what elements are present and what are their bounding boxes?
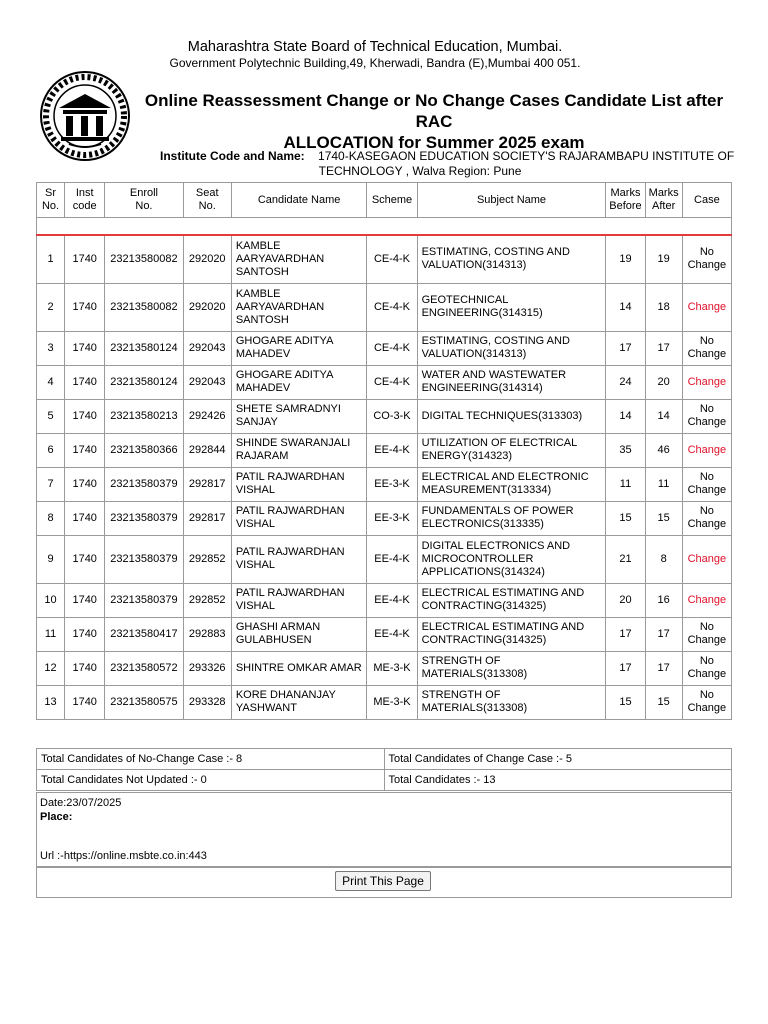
enroll-no-cell: 23213580124 [105,365,183,399]
candidate-table [36,182,732,720]
table-row [37,651,732,685]
marks-before-cell: 11 [606,467,645,501]
column-header-before: Marks Before [606,183,645,218]
case-cell: No Change [682,501,731,535]
table-separator-row [37,218,732,236]
marks-after-cell: 16 [645,583,682,617]
report-place: Place: [40,811,73,823]
case-cell: No Change [682,331,731,365]
column-header-sr: Sr No. [37,183,65,218]
enroll-no-cell: 23213580575 [105,685,183,719]
inst-code-cell: 1740 [65,283,105,331]
subject-name-cell: ELECTRICAL ESTIMATING AND CONTRACTING(314325) [417,617,606,651]
sr-no-cell: 8 [37,501,65,535]
marks-after-cell: 19 [645,235,682,283]
inst-code-cell: 1740 [65,399,105,433]
seat-no-cell: 292852 [183,535,231,583]
enroll-no-cell: 23213580379 [105,501,183,535]
column-header-case: Case [682,183,731,218]
candidate-name-cell: PATIL RAJWARDHAN VISHAL [231,583,367,617]
no-change-count: Total Candidates of No-Change Case :- 8 [37,749,385,770]
marks-after-cell: 20 [645,365,682,399]
candidate-name-cell: GHASHI ARMAN GULABHUSEN [231,617,367,651]
marks-after-cell: 15 [645,501,682,535]
marks-before-cell: 15 [606,501,645,535]
inst-code-cell: 1740 [65,535,105,583]
print-page-button[interactable]: Print This Page [335,871,431,891]
scheme-cell: CO-3-K [367,399,417,433]
marks-after-cell: 46 [645,433,682,467]
sr-no-cell: 12 [37,651,65,685]
sr-no-cell: 5 [37,399,65,433]
inst-code-cell: 1740 [65,617,105,651]
table-row [37,283,732,331]
enroll-no-cell: 23213580213 [105,399,183,433]
marks-before-cell: 24 [606,365,645,399]
marks-before-cell: 15 [606,685,645,719]
scheme-cell: ME-3-K [367,685,417,719]
subject-name-cell: ELECTRICAL ESTIMATING AND CONTRACTING(314325) [417,583,606,617]
sr-no-cell: 9 [37,535,65,583]
marks-after-cell: 8 [645,535,682,583]
column-header-enroll: Enroll No. [105,183,183,218]
table-row [37,535,732,583]
scheme-cell: CE-4-K [367,365,417,399]
column-header-name: Candidate Name [231,183,367,218]
candidate-name-cell: SHINTRE OMKAR AMAR [231,651,367,685]
case-cell: No Change [682,467,731,501]
scheme-cell: CE-4-K [367,283,417,331]
table-row [37,685,732,719]
marks-before-cell: 17 [606,617,645,651]
seat-no-cell: 292020 [183,283,231,331]
print-bar [36,866,732,898]
table-row [37,399,732,433]
column-header-scheme: Scheme [367,183,417,218]
seat-no-cell: 293328 [183,685,231,719]
sr-no-cell: 7 [37,467,65,501]
table-row [37,617,732,651]
case-cell: No Change [682,399,731,433]
subject-name-cell: ESTIMATING, COSTING AND VALUATION(314313) [417,235,606,283]
enroll-no-cell: 23213580572 [105,651,183,685]
marks-after-cell: 18 [645,283,682,331]
institute-name-line2: TECHNOLOGY , Walva Region: Pune [318,164,522,178]
seat-no-cell: 292852 [183,583,231,617]
seat-no-cell: 292817 [183,467,231,501]
sr-no-cell: 10 [37,583,65,617]
change-count: Total Candidates of Change Case :- 5 [384,749,732,770]
table-row [37,235,732,283]
scheme-cell: EE-3-K [367,467,417,501]
subject-name-cell: DIGITAL ELECTRONICS AND MICROCONTROLLER APPLICATIONS(314324) [417,535,606,583]
total-count: Total Candidates :- 13 [384,770,732,791]
candidate-name-cell: KAMBLE AARYAVARDHAN SANTOSH [231,283,367,331]
candidate-name-cell: SHINDE SWARANJALI RAJARAM [231,433,367,467]
enroll-no-cell: 23213580366 [105,433,183,467]
enroll-no-cell: 23213580379 [105,535,183,583]
case-cell: Change [682,283,731,331]
marks-before-cell: 21 [606,535,645,583]
marks-before-cell: 17 [606,331,645,365]
not-updated-count: Total Candidates Not Updated :- 0 [37,770,385,791]
enroll-no-cell: 23213580379 [105,467,183,501]
marks-before-cell: 14 [606,399,645,433]
scheme-cell: EE-3-K [367,501,417,535]
case-cell: No Change [682,651,731,685]
candidate-name-cell: GHOGARE ADITYA MAHADEV [231,331,367,365]
sr-no-cell: 4 [37,365,65,399]
case-cell: No Change [682,617,731,651]
subject-name-cell: UTILIZATION OF ELECTRICAL ENERGY(314323) [417,433,606,467]
table-row [37,501,732,535]
institute-name-line1: 1740-KASEGAON EDUCATION SOCIETY'S RAJARAMBAPU INSTITUTE OF [318,149,735,163]
enroll-no-cell: 23213580082 [105,283,183,331]
scheme-cell: CE-4-K [367,331,417,365]
enroll-no-cell: 23213580379 [105,583,183,617]
marks-before-cell: 19 [606,235,645,283]
subject-name-cell: ESTIMATING, COSTING AND VALUATION(314313) [417,331,606,365]
scheme-cell: EE-4-K [367,535,417,583]
inst-code-cell: 1740 [65,583,105,617]
inst-code-cell: 1740 [65,365,105,399]
page-title-line2: ALLOCATION for Summer 2025 exam [283,133,585,152]
institute-info [160,149,740,179]
candidate-name-cell: KORE DHANANJAY YASHWANT [231,685,367,719]
scheme-cell: ME-3-K [367,651,417,685]
seat-no-cell: 293326 [183,651,231,685]
column-header-seat: Seat No. [183,183,231,218]
subject-name-cell: FUNDAMENTALS OF POWER ELECTRONICS(313335) [417,501,606,535]
candidate-name-cell: GHOGARE ADITYA MAHADEV [231,365,367,399]
inst-code-cell: 1740 [65,331,105,365]
subject-name-cell: WATER AND WASTEWATER ENGINEERING(314314) [417,365,606,399]
case-cell: Change [682,365,731,399]
sr-no-cell: 3 [37,331,65,365]
page-title-line1: Online Reassessment Change or No Change Cases Candidate List after RAC [144,91,724,131]
table-header-row [37,183,732,218]
marks-before-cell: 14 [606,283,645,331]
page-title [132,90,736,153]
board-name: Maharashtra State Board of Technical Education, Mumbai. [187,39,563,55]
enroll-no-cell: 23213580082 [105,235,183,283]
case-cell: Change [682,433,731,467]
marks-after-cell: 17 [645,331,682,365]
seat-no-cell: 292043 [183,331,231,365]
inst-code-cell: 1740 [65,235,105,283]
seat-no-cell: 292844 [183,433,231,467]
seat-no-cell: 292020 [183,235,231,283]
seat-no-cell: 292883 [183,617,231,651]
msbte-logo [39,70,131,162]
seat-no-cell: 292043 [183,365,231,399]
scheme-cell: EE-4-K [367,433,417,467]
report-date: Date:23/07/2025 [40,797,122,809]
column-header-after: Marks After [645,183,682,218]
marks-before-cell: 20 [606,583,645,617]
institute-label: Institute Code and Name: [160,149,305,163]
marks-after-cell: 15 [645,685,682,719]
marks-after-cell: 17 [645,617,682,651]
sr-no-cell: 11 [37,617,65,651]
table-row [37,365,732,399]
case-cell: Change [682,583,731,617]
subject-name-cell: STRENGTH OF MATERIALS(313308) [417,651,606,685]
sr-no-cell: 1 [37,235,65,283]
column-header-subject: Subject Name [417,183,606,218]
board-address: Government Polytechnic Building,49, Kherwadi, Bandra (E),Mumbai 400 051. [169,56,581,70]
inst-code-cell: 1740 [65,685,105,719]
table-row [37,331,732,365]
subject-name-cell: STRENGTH OF MATERIALS(313308) [417,685,606,719]
enroll-no-cell: 23213580124 [105,331,183,365]
inst-code-cell: 1740 [65,467,105,501]
column-header-inst: Inst code [65,183,105,218]
scheme-cell: EE-4-K [367,583,417,617]
subject-name-cell: GEOTECHNICAL ENGINEERING(314315) [417,283,606,331]
candidate-name-cell: PATIL RAJWARDHAN VISHAL [231,535,367,583]
sr-no-cell: 2 [37,283,65,331]
scheme-cell: CE-4-K [367,235,417,283]
marks-after-cell: 11 [645,467,682,501]
seat-no-cell: 292426 [183,399,231,433]
marks-before-cell: 35 [606,433,645,467]
case-cell: No Change [682,235,731,283]
inst-code-cell: 1740 [65,651,105,685]
subject-name-cell: ELECTRICAL AND ELECTRONIC MEASUREMENT(313334) [417,467,606,501]
scheme-cell: EE-4-K [367,617,417,651]
source-url: Url :-https://online.msbte.co.in:443 [40,850,207,862]
table-row [37,583,732,617]
marks-after-cell: 17 [645,651,682,685]
candidate-name-cell: PATIL RAJWARDHAN VISHAL [231,501,367,535]
marks-before-cell: 17 [606,651,645,685]
subject-name-cell: DIGITAL TECHNIQUES(313303) [417,399,606,433]
seat-no-cell: 292817 [183,501,231,535]
inst-code-cell: 1740 [65,433,105,467]
table-row [37,433,732,467]
candidate-name-cell: PATIL RAJWARDHAN VISHAL [231,467,367,501]
marks-after-cell: 14 [645,399,682,433]
candidate-name-cell: SHETE SAMRADNYI SANJAY [231,399,367,433]
sr-no-cell: 13 [37,685,65,719]
sr-no-cell: 6 [37,433,65,467]
footer-info [36,792,732,868]
case-cell: No Change [682,685,731,719]
case-cell: Change [682,535,731,583]
enroll-no-cell: 23213580417 [105,617,183,651]
summary-table [36,748,732,791]
table-row [37,467,732,501]
candidate-name-cell: KAMBLE AARYAVARDHAN SANTOSH [231,235,367,283]
inst-code-cell: 1740 [65,501,105,535]
